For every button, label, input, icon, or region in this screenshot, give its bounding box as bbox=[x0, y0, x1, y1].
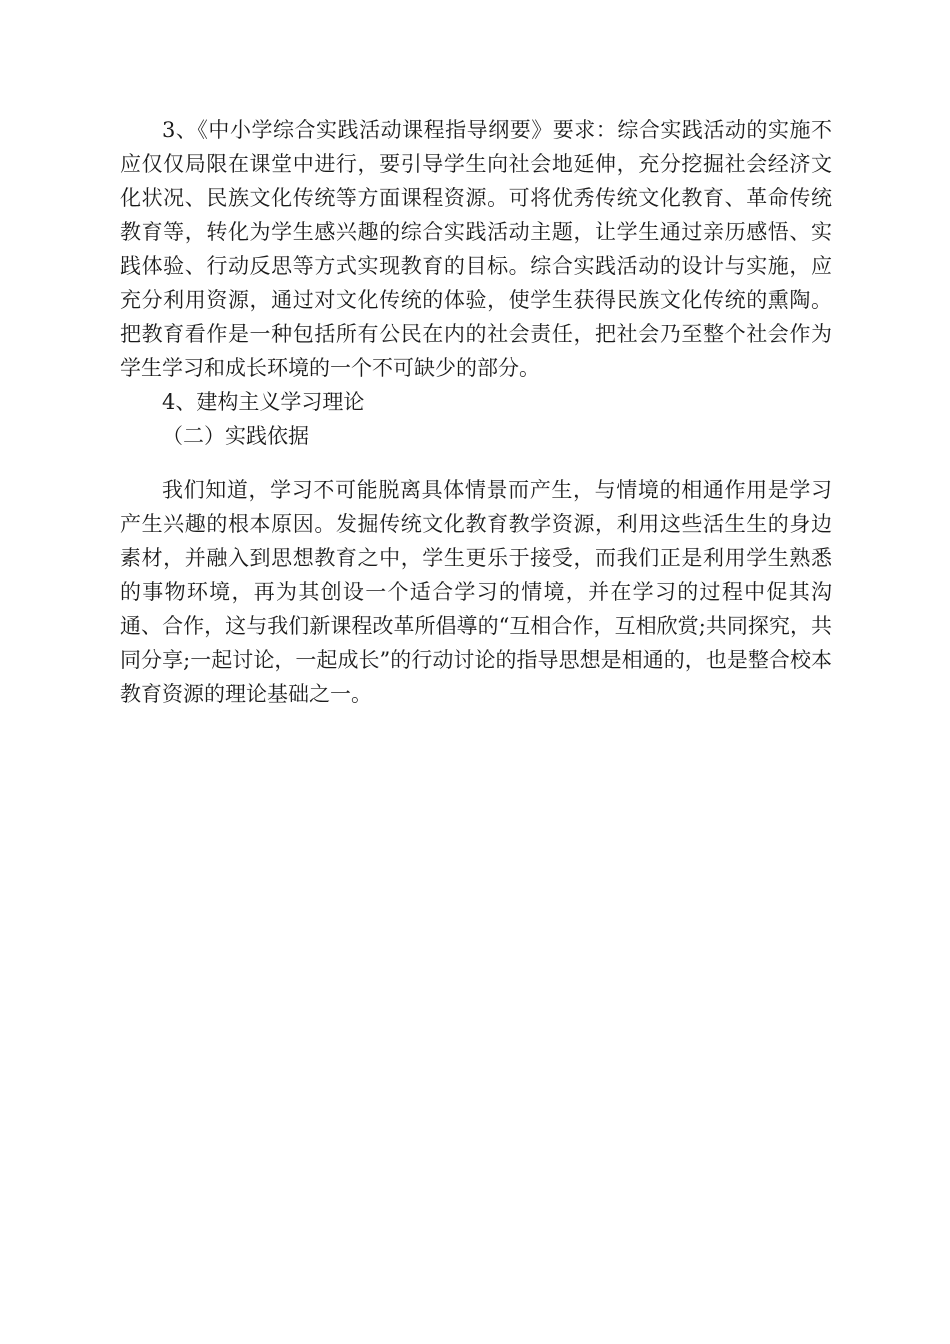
paragraph-practice-basis: 我们知道，学习不可能脱离具体情景而产生，与情境的相通作用是学习产生兴趣的根本原因。发掘传统文化教育教学资源，利用这些活生生的身边素材，并融入到思想教育之中，学生更乐于接受，而我们正是利用学生熟悉的事物环境，再为其创设一个适合学习的情境，并在学习的过程中促其沟通、合作，这与我们新课程改革所倡導的“互相合作，互相欣赏;共同探究，共同分享;一起讨论，一起成长”的行动讨论的指导思想是相通的，也是整合校本教育资源的理论基础之一。 bbox=[120, 478, 832, 706]
heading-constructivism: 4、建构主义学习理论 bbox=[162, 390, 365, 414]
paragraph-guideline-requirements: 3、《中小学综合实践活动课程指导纲要》要求：综合实践活动的实施不应仅仅局限在课堂中进行，要引导学生向社会地延伸，充分挖掘社会经济文化状况、民族文化传统等方面课程资源。可将优秀传统文化教育、革命传统教育等，转化为学生感兴趣的综合实践活动主题，让学生通过亲历感悟、实践体验、行动反思等方式实现教育的目标。综合实践活动的设计与实施，应充分利用资源，通过对文化传统的体验，使学生获得民族文化传统的熏陶。把教育看作是一种包括所有公民在内的社会责任，把社会乃至整个社会作为学生学习和成长环境的一个不可缺少的部分。 bbox=[120, 118, 832, 380]
section-heading-practice-basis: （二）实践依据 bbox=[162, 424, 309, 448]
document-body bbox=[120, 113, 832, 711]
